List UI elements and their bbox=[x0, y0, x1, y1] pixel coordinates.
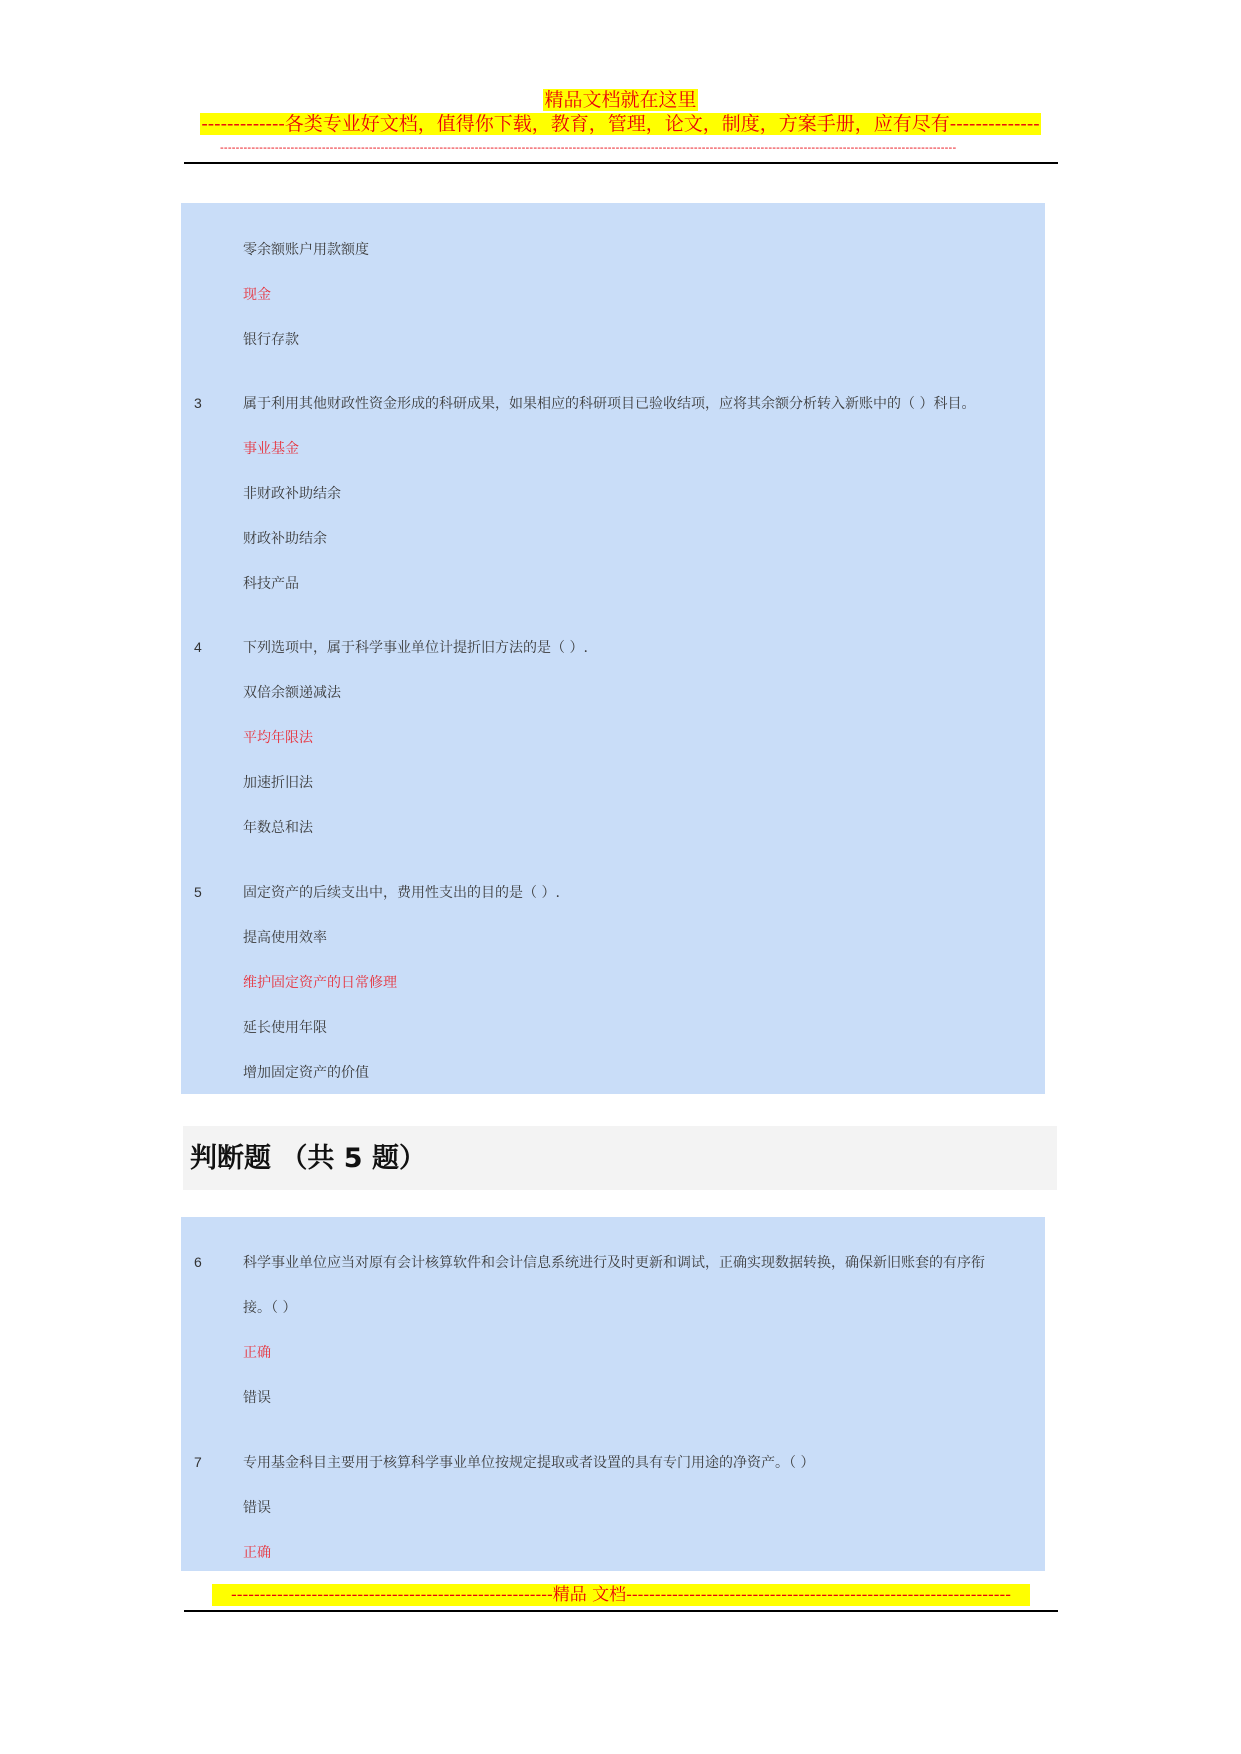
header-divider bbox=[184, 162, 1058, 164]
section-header bbox=[183, 1126, 1057, 1190]
question-text: 专用基金科目主要用于核算科学事业单位按规定提取或者设置的具有专门用途的净资产。（ ） bbox=[243, 1455, 815, 1471]
question-text-continued: 接。（ ） bbox=[243, 1300, 297, 1316]
option-item[interactable]: 增加固定资产的价值 bbox=[243, 1065, 369, 1081]
header-title bbox=[0, 88, 1241, 112]
option-item[interactable]: 年数总和法 bbox=[243, 820, 313, 836]
question-number: 3 bbox=[194, 395, 202, 411]
section-title: 判断题 （共 5 题） bbox=[190, 1143, 426, 1174]
question-number: 5 bbox=[194, 884, 202, 900]
option-item-correct[interactable]: 现金 bbox=[243, 287, 271, 303]
footer-banner: --------------------------------------------------------精品 文档------------------------------------------------------------------- bbox=[212, 1584, 1030, 1606]
option-item-correct[interactable]: 维护固定资产的日常修理 bbox=[243, 975, 397, 991]
footer-divider bbox=[184, 1610, 1058, 1612]
header-title-text: 精品文档就在这里 bbox=[544, 89, 697, 111]
option-item[interactable]: 提高使用效率 bbox=[243, 930, 327, 946]
question-number: 4 bbox=[194, 639, 202, 655]
question-text: 下列选项中，属于科学事业单位计提折旧方法的是（ ）. bbox=[243, 640, 588, 656]
option-item[interactable]: 错误 bbox=[243, 1390, 271, 1406]
header-subtitle-text: -------------各类专业好文档，值得你下载，教育，管理，论文，制度，方案手册，应有尽有-------------- bbox=[201, 113, 1040, 135]
option-item[interactable]: 科技产品 bbox=[243, 576, 299, 592]
header-subtitle bbox=[0, 112, 1241, 136]
option-item[interactable]: 延长使用年限 bbox=[243, 1020, 327, 1036]
option-item[interactable]: 加速折旧法 bbox=[243, 775, 313, 791]
option-item-correct[interactable]: 正确 bbox=[243, 1545, 271, 1561]
option-item[interactable]: 非财政补助结余 bbox=[243, 486, 341, 502]
question-text: 固定资产的后续支出中，费用性支出的目的是（ ）. bbox=[243, 885, 560, 901]
question-number: 7 bbox=[194, 1454, 202, 1470]
header-dash-line: -------------------------------------------------------------------------------------------------------------------------------------------------------------------------------------------- bbox=[220, 141, 957, 154]
option-item[interactable]: 零余额账户用款额度 bbox=[243, 242, 369, 258]
option-item[interactable]: 错误 bbox=[243, 1500, 271, 1516]
option-item: 银行存款 bbox=[243, 332, 299, 348]
question-text: 属于利用其他财政性资金形成的科研成果，如果相应的科研项目已验收结项，应将其余额分析转入新账中的（ ）科目。 bbox=[243, 396, 976, 412]
question-number: 6 bbox=[194, 1254, 202, 1270]
option-item-correct[interactable]: 正确 bbox=[243, 1345, 271, 1361]
option-item[interactable]: 双倍余额递减法 bbox=[243, 685, 341, 701]
option-item-correct[interactable]: 事业基金 bbox=[243, 441, 299, 457]
option-item[interactable]: 财政补助结余 bbox=[243, 531, 327, 547]
question-text: 科学事业单位应当对原有会计核算软件和会计信息系统进行及时更新和调试，正确实现数据转换，确保新旧账套的有序衔 bbox=[243, 1255, 985, 1271]
option-item-correct[interactable]: 平均年限法 bbox=[243, 730, 313, 746]
